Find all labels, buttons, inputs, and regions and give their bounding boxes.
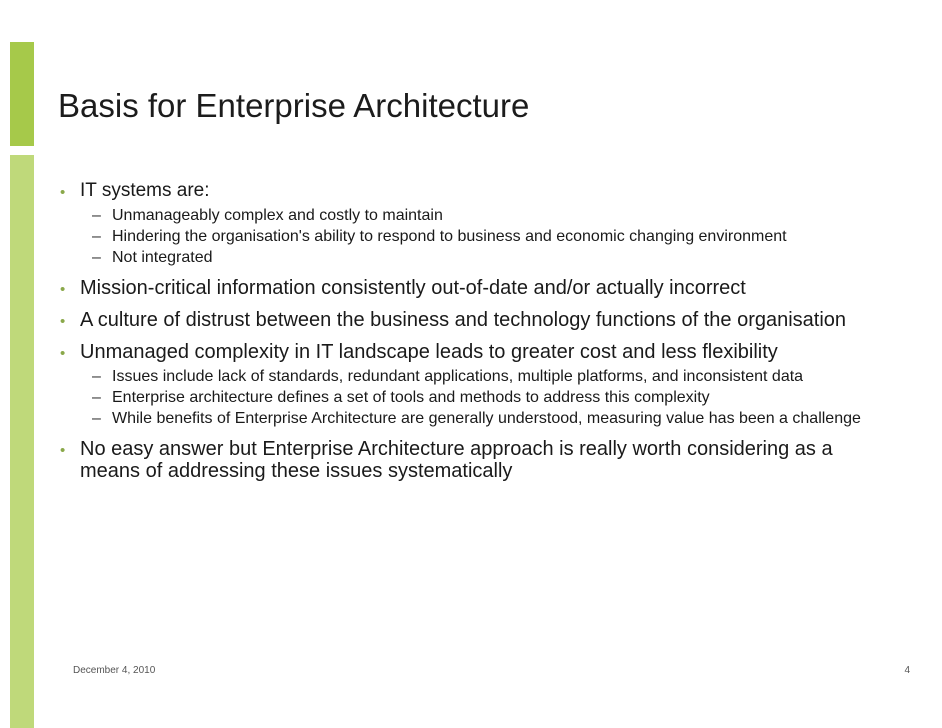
dash-icon: – <box>92 249 101 266</box>
bullet-text: IT systems are: <box>80 180 210 201</box>
bullet-text: Unmanaged complexity in IT landscape leads to greater cost and less flexibility <box>80 341 778 363</box>
sub-bullet-item <box>80 409 888 428</box>
sub-bullet-text: Unmanageably complex and costly to maintain <box>112 207 443 224</box>
sub-bullet-text: Issues include lack of standards, redundant applications, multiple platforms, and inconsistent data <box>112 368 804 385</box>
bullet-item <box>58 180 888 267</box>
bullet-icon: • <box>60 313 66 330</box>
sub-bullet-text: Hindering the organisation's ability to respond to business and economic changing environment <box>112 228 787 245</box>
dash-icon: – <box>92 207 101 224</box>
bullet-item <box>58 309 888 331</box>
footer-date: December 4, 2010 <box>73 665 156 676</box>
sub-bullet-item <box>80 388 888 407</box>
bullet-list <box>58 180 888 482</box>
bullet-text: Mission-critical information consistently out-of-date and/or actually incorrect <box>80 277 746 299</box>
bullet-item <box>58 341 888 428</box>
dash-icon: – <box>92 389 101 406</box>
bullet-icon: • <box>60 442 66 459</box>
dash-icon: – <box>92 228 101 245</box>
accent-bar-top <box>10 42 34 146</box>
bullet-text: No easy answer but Enterprise Architecture approach is really worth considering as a means of addressing these issues systematically <box>80 438 833 482</box>
slide-content <box>58 180 888 482</box>
sub-bullet-text: Enterprise architecture defines a set of tools and methods to address this complexity <box>112 389 710 406</box>
bullet-icon: • <box>60 345 66 362</box>
accent-bar-bottom <box>10 155 34 728</box>
bullet-icon: • <box>60 184 66 201</box>
sub-bullet-item <box>80 248 888 267</box>
bullet-icon: • <box>60 281 66 298</box>
sub-bullet-item <box>80 206 888 225</box>
bullet-text: A culture of distrust between the business and technology functions of the organisation <box>80 309 847 331</box>
sub-bullet-item <box>80 367 888 386</box>
dash-icon: – <box>92 368 101 385</box>
sub-bullet-text: Not integrated <box>112 249 213 266</box>
sub-bullet-item <box>80 227 888 246</box>
slide-title: Basis for Enterprise Architecture <box>58 87 530 124</box>
sub-bullet-list <box>80 206 888 267</box>
sub-bullet-text: While benefits of Enterprise Architecture are generally understood, measuring value has been a challenge <box>112 410 861 427</box>
bullet-item <box>58 277 888 299</box>
sub-bullet-list <box>80 367 888 428</box>
dash-icon: – <box>92 410 101 427</box>
bullet-item <box>58 438 888 482</box>
footer-page-number: 4 <box>904 665 910 676</box>
